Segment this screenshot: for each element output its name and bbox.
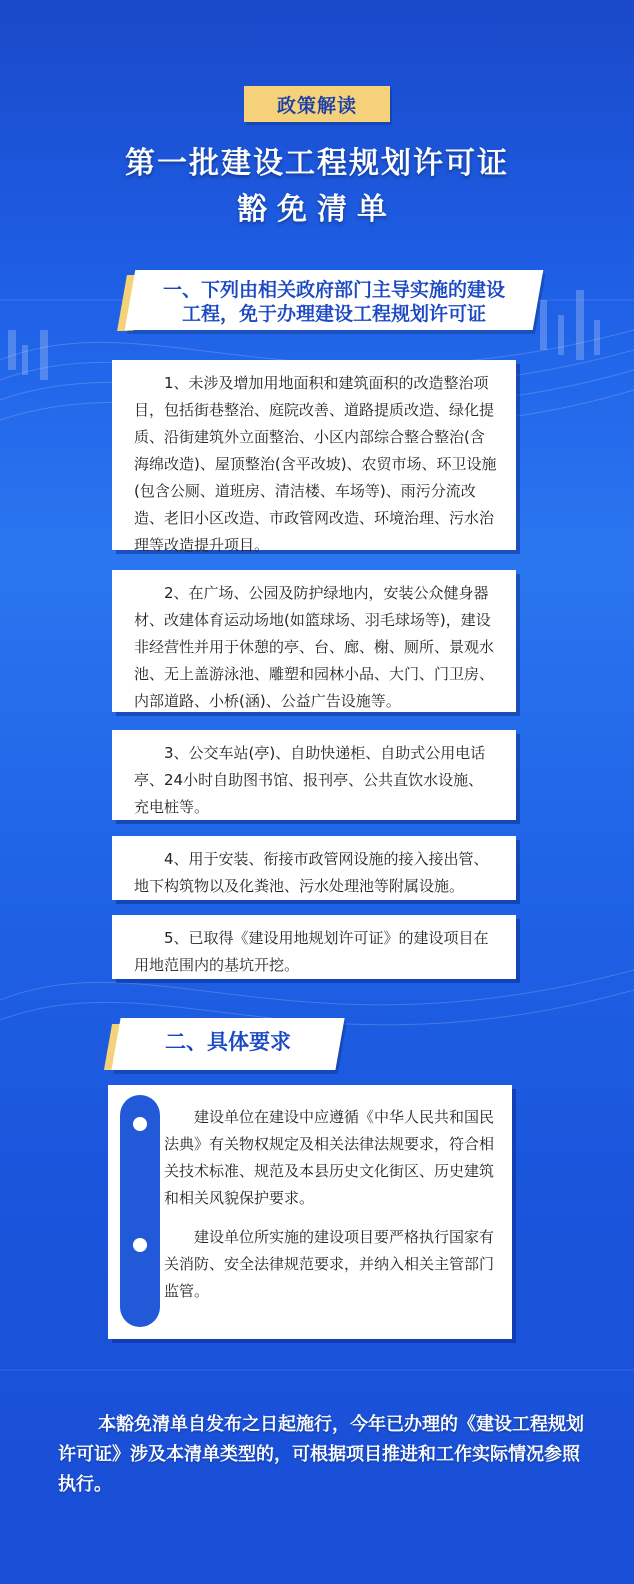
exemption-item-1: 1、未涉及增加用地面积和建筑面积的改造整治项目，包括街巷整治、庭院改善、道路提质改造、绿化提质、沿街建筑外立面整治、小区内部综合整合整治(含海绵改造)、屋顶整治(含平改坡)、农贸市场、环卫设施(包含公厕、道班房、清洁楼、车场等)、雨污分流改造、老旧小区改造、市政管网改造、环境治理、污水治理等改造提升项目。 — [112, 360, 516, 550]
footer-note: 本豁免清单自发布之日起施行，今年已办理的《建设工程规划许可证》涉及本清单类型的，可根据项目推进和工作实际情况参照执行。 — [58, 1414, 584, 1495]
section2-heading-text: 二、具体要求 — [165, 1030, 291, 1054]
section1-heading-line1: 一、下列由相关政府部门主导实施的建设 — [162, 279, 505, 301]
exemption-item-3: 3、公交车站(亭)、自助快递柜、自助式公用电话亭、24小时自助图书馆、报刊亭、公共直饮水设施、充电桩等。 — [112, 730, 516, 820]
page-title: 第一批建设工程规划许可证 — [125, 146, 509, 181]
bullet-dot-2 — [133, 1238, 147, 1252]
page-subtitle: 豁免清单 — [237, 192, 397, 227]
requirement-text-1: 建设单位在建设中应遵循《中华人民共和国民法典》有关物权规定及相关法律法规要求，符合相关技术标准、规范及本县历史文化街区、历史建筑和相关风貌保护要求。 — [164, 1108, 495, 1207]
exemption-item-5: 5、已取得《建设用地规划许可证》的建设项目在用地范围内的基坑开挖。 — [112, 915, 516, 979]
requirement-text-2: 建设单位所实施的建设项目要严格执行国家有关消防、安全法律规范要求，并纳入相关主管部门监管。 — [164, 1228, 495, 1300]
section1-heading-line2: 工程，免于办理建设工程规划许可证 — [181, 303, 486, 325]
bullet-dot-1 — [133, 1117, 147, 1131]
policy-tag: 政策解读 — [244, 86, 390, 122]
exemption-item-4: 4、用于安装、衔接市政管网设施的接入接出管、地下构筑物以及化粪池、污水处理池等附属设施。 — [112, 836, 516, 900]
exemption-item-2: 2、在广场、公园及防护绿地内，安装公众健身器材、改建体育运动场地(如篮球场、羽毛球场等)，建设非经营性并用于休憩的亭、台、廊、榭、厕所、景观水池、无上盖游泳池、雕塑和园林小品、大门、门卫房、内部道路、小桥(涵)、公益广告设施等。 — [112, 570, 516, 712]
